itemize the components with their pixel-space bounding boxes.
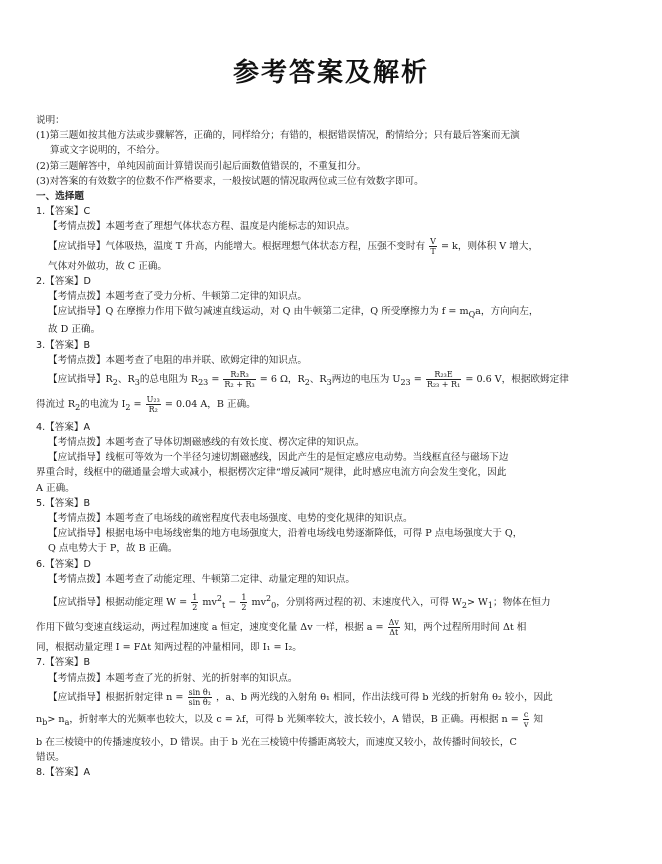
q4-guide-cont: 界重合时，线框中的磁通量会增大或减小，根据楞次定律“增反减同”规律，此时感应电流方向会发生变化，因此 [36,467,507,479]
q7-fraction-b [523,710,530,729]
q6-text-e: ，分别将两过程的初、末速度代入，可得 W [276,597,462,609]
q3-fraction-a-num: R₂R₃ [223,370,255,380]
q2-guide-text2: a，方向向左， [475,306,539,318]
q2-guide-cont: 故 D 正确。 [48,324,101,336]
q6-fraction-a-den: 2 [192,603,198,613]
q2-guide-text: 【应试指导】Q 在摩擦力作用下做匀减速直线运动，对 Q 由牛顿第二定律，Q 所受摩擦力为 f = m [48,306,469,318]
q7-guide [36,688,612,708]
q7-sub-a: a [64,717,70,727]
q3-text-a: 【应试指导】R [48,373,113,385]
q1-fraction [429,237,437,256]
q2-knowledge: 【考情点拨】本题考查了受力分析、牛顿第二定律的知识点。 [48,291,308,303]
q3-text-i: = 0.6 V，根据欧姆定律 [465,373,569,385]
q1-guide-text2: = k，则体积 V 增大， [440,240,539,252]
q6-fraction-c-den: Δt [389,628,399,638]
q3-fraction-b [426,370,461,389]
q8-answer: 8.【答案】A [36,767,91,779]
q4-knowledge: 【考情点拨】本题考查了导体切割磁感线的有效长度、楞次定律的知识点。 [48,436,365,448]
q6-text-c: − [228,597,237,609]
q5-guide: 【应试指导】根据电场中电场线密集的地方电场强度大，沿着电场线电势逐渐降低，可得 P 点电场强度大于 Q， [48,528,523,540]
q6-sup-0: 2 [266,594,272,603]
q3-sub-2d: 2 [125,402,131,412]
q2-sub: Q [468,310,476,320]
note-2: (2)第三题解答中，单纯因前面计算错误而引起后面数值错误的，不重复扣分。 [36,160,367,172]
q6-sub-1: 1 [487,601,493,611]
q6-fraction-b-num: 1 [241,593,247,603]
q3-sub-2: 2 [112,377,118,387]
q1-fraction-num: V [430,236,436,246]
q7-text-f: 知 [533,713,544,725]
q7-text-d: > n [47,713,65,725]
q4-guide-cont2: A 正确。 [36,482,75,494]
q1-knowledge: 【考情点拨】本题考查了理想气体状态方程、温度是内能标志的知识点。 [48,221,355,233]
q5-guide-cont: Q 点电势大于 P，故 B 正确。 [48,543,178,555]
q6-sub-2: 2 [461,601,467,611]
q4-answer: 4.【答案】A [36,421,91,433]
q3-text-h: = [413,373,422,385]
q7-text-c: n [36,713,43,725]
q6-fraction-a [191,593,198,612]
q7-answer: 7.【答案】B [36,657,91,669]
q3-text-j: 得流过 R [36,398,76,410]
q3-text-f: 、R [309,373,327,385]
q3-sub-3b: 3 [326,377,332,387]
q3-text-g: 两边的电压为 U [331,373,401,385]
q3-answer: 3.【答案】B [36,339,91,351]
q6-fraction-a-num: 1 [192,593,198,603]
q6-text-d: mv [251,597,267,609]
q3-text-m: = 0.04 A，B 正确。 [164,398,256,410]
q7-fraction-a-num: sin θ₁ [188,687,211,697]
q6-guide [36,589,612,616]
q3-fraction-a-den: R₂ + R₃ [224,379,255,389]
answer-content [36,113,612,780]
q7-fraction-b-den: v [523,719,529,729]
q3-sub-2b: 2 [304,377,310,387]
q7-guide-cont [36,710,612,733]
q3-text-k: 的电流为 I [80,398,126,410]
q6-answer: 6.【答案】D [36,558,91,570]
q6-knowledge: 【考情点拨】本题考查了动能定理、牛顿第二定律、动量定理的知识点。 [48,573,355,585]
note-3: (3)对答案的有效数字的位数不作严格要求，一般按试题的情况取两位或三位有效数字即可。 [36,175,424,187]
q6-sup-t: 2 [216,594,222,603]
q6-fraction-b-den: 2 [241,603,247,613]
q1-guide-text: 【应试指导】气体吸热，温度 T 升高，内能增大。根据理想气体状态方程，压强不变时有 [48,240,426,252]
note-1: (1)第三题如按其他方法或步骤解答，正确的，同样给分；有错的，根据错误情况，酌情给分；只有最后答案而无演 [36,130,520,142]
q3-fraction-a [223,370,255,389]
q3-fraction-c-den: R₂ [148,404,158,414]
q6-fraction-c [388,618,400,637]
page-title: 参考答案及解析 [232,58,429,88]
q5-answer: 5.【答案】B [36,497,91,509]
q3-fraction-b-den: R₂₃ + R₁ [426,379,461,389]
q7-knowledge: 【考情点拨】本题考查了光的折射、光的折射率的知识点。 [48,672,298,684]
q5-knowledge: 【考情点拨】本题考查了电场线的疏密程度代表电场强度、电势的变化规律的知识点。 [48,512,413,524]
q6-sub-0: 0 [271,601,277,611]
q6-text-i: 知，两个过程所用时间 Δt 相 [403,622,527,634]
q1-fraction-den: T [430,246,436,256]
q6-fraction-c-num: Δv [388,618,399,628]
q6-guide-cont [36,618,612,638]
q3-fraction-c-num: U₂₃ [146,394,160,404]
q4-guide: 【应试指导】线框可等效为一个半径匀速切割磁感线，因此产生的是恒定感应电动势。当线框直径与磁场下边 [48,452,509,464]
notes-heading: 说明： [36,115,65,126]
q3-sub-23b: 23 [400,377,411,387]
q3-text-d: = [211,373,220,385]
q3-text-b: 、R [117,373,135,385]
q3-guide [36,370,612,393]
q6-text-g: ；物体在恒力 [492,597,551,609]
q6-text-h: 作用下做匀变速直线运动，两过程加速度 a 恒定，速度变化量 Δv 一样，根据 a = [36,622,384,634]
q3-text-c: 的总电阻为 R [139,373,199,385]
q6-sub-t: t [221,601,226,611]
q7-fraction-a-den: sin θ₂ [188,697,211,707]
q7-guide-cont3: 错误。 [36,751,65,763]
q6-guide-cont2: 同，根据动量定理 I = FΔt 知两过程的冲量相同，即 I₁ = I₂。 [36,642,302,654]
q6-text-a: 【应试指导】根据动能定理 W = [48,597,188,609]
section-heading: 一、选择题 [36,191,84,203]
q7-fraction-a [188,688,212,707]
q1-answer: 1.【答案】C [36,206,91,218]
q7-sub-b: b [42,717,48,727]
q3-fraction-c [146,395,161,414]
q7-text-b: ，a、b 两光线的入射角 θ₁ 相同，作出法线可得 b 光线的折射角 θ₂ 较小，因此 [215,691,553,703]
q6-text-b: mv [202,597,217,609]
q3-text-e: = 6 Ω，R [259,373,305,385]
q3-knowledge: 【考情点拨】本题考查了电阻的串并联、欧姆定律的知识点。 [48,354,308,366]
q1-guide-cont: 气体对外做功，故 C 正确。 [48,260,167,272]
q7-text-e: ，折射率大的光频率也较大，以及 c = λf，可得 b 光频率较大，波长较小，A 错误，B 正确。再根据 n = [69,713,519,725]
q3-sub-2c: 2 [75,402,81,412]
q3-sub-23: 23 [198,377,209,387]
q6-text-f: > W [466,597,488,609]
note-1-cont: 算或文字说明的，不给分。 [50,145,166,157]
q6-fraction-b [240,593,247,612]
q7-text-a: 【应试指导】根据折射定律 n = [48,691,184,703]
q3-fraction-b-num: R₂₃E [426,370,461,380]
q3-guide-cont [36,395,612,418]
q2-guide [36,304,612,322]
q7-fraction-b-num: c [523,709,529,719]
q1-guide [36,237,612,257]
q2-answer: 2.【答案】D [36,275,91,287]
q3-sub-3: 3 [134,377,140,387]
q3-text-l: = [133,398,142,410]
q7-guide-cont2: b 在三棱镜中的传播速度较小，D 错误。由于 b 光在三棱镜中传播距离较大，而速度又较小，故传播时间较长，C [36,736,517,748]
